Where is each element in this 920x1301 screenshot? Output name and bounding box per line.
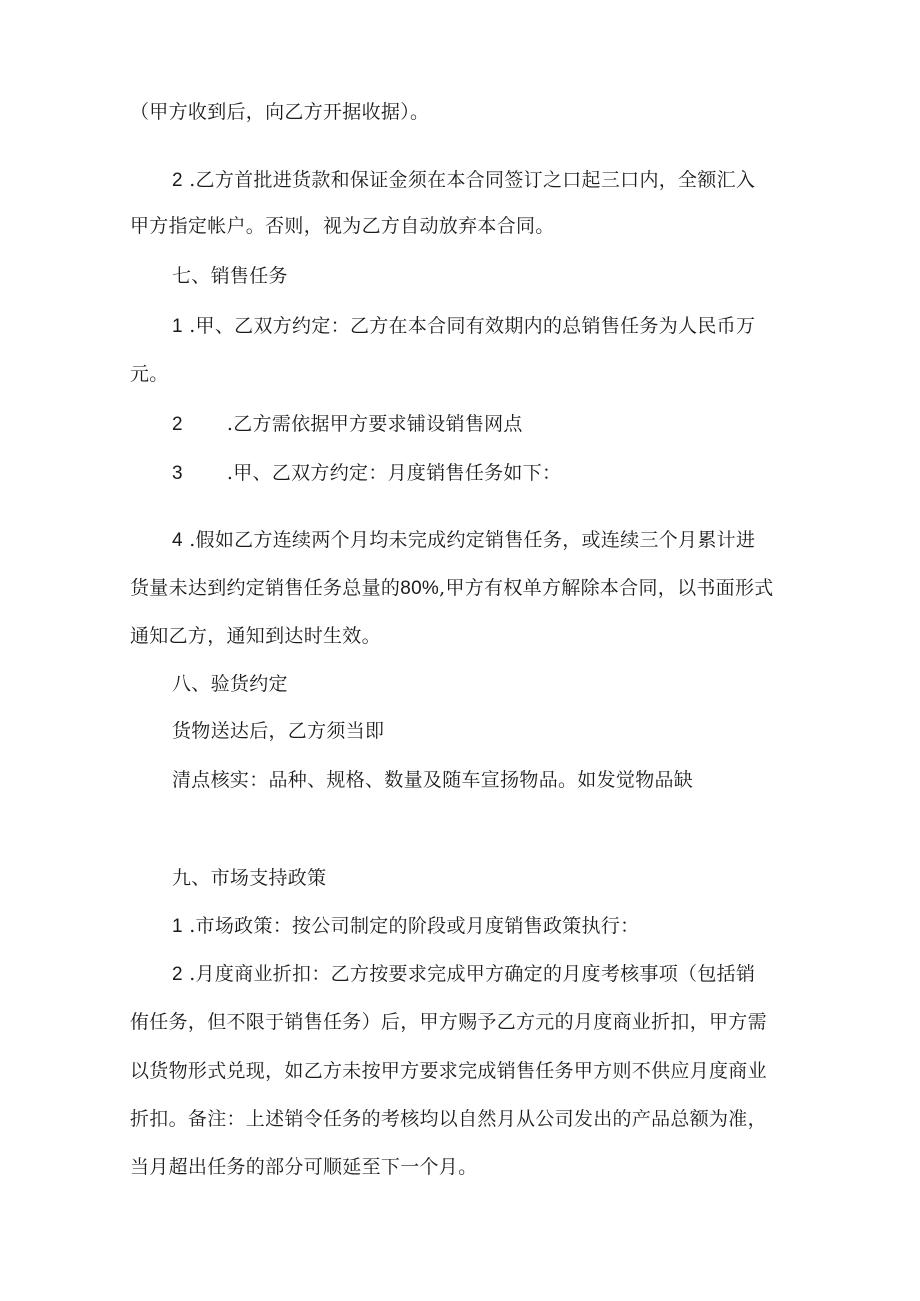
section-heading: [172, 264, 288, 288]
paragraph-line: [172, 962, 755, 987]
section-heading: [172, 866, 326, 890]
line-text: .甲、乙双方约定：乙方在本合同有效期内的总销售任务为人民币万: [182, 315, 756, 337]
line-text: 以货物形式兑现，如乙方未按甲方要求完成销售任务甲方则不供应月度商业: [130, 1060, 767, 1082]
line-text: 通知乙方，通知到达时生效。: [130, 625, 381, 647]
paragraph-line: [172, 168, 755, 193]
paragraph-line: [172, 914, 639, 939]
line-text: 货量未达到约定销售任务总量的: [130, 577, 401, 599]
paragraph-line: [130, 624, 381, 648]
heading-text: 七、销售任务: [172, 265, 288, 287]
line-text: .市场政策：按公司制定的阶段或月度销售政策执行：: [182, 915, 640, 937]
line-text: .月度商业折扣：乙方按要求完成甲方确定的月度考核事项（包括销: [182, 963, 756, 985]
line-text: 货物送达后，乙方须当即: [172, 720, 385, 742]
percentage-value: 80%: [400, 578, 440, 599]
paragraph-line: [130, 362, 169, 386]
line-text: 当月超出任务的部分可顺延至下一个月。: [130, 1156, 478, 1178]
line-text: .甲、乙双方约定：月度销售任务如下：: [226, 462, 562, 484]
paragraph-line: [130, 100, 429, 124]
item-number: 1: [172, 916, 183, 937]
paragraph-line: [172, 314, 755, 339]
item-number: 2: [172, 414, 183, 435]
paragraph-line: [130, 1107, 767, 1131]
line-text: .乙方首批进货款和保证金须在本合同签订之口起三口内，全额汇入: [182, 169, 756, 191]
paragraph-line: [130, 576, 774, 601]
paragraph-line: [130, 214, 555, 238]
heading-text: 九、市场支持政策: [172, 867, 327, 889]
paragraph-line: [172, 768, 693, 792]
paragraph-line: [172, 461, 561, 486]
paragraph-line: [130, 1010, 767, 1034]
paragraph-line: [172, 719, 384, 743]
paragraph-line: [172, 412, 523, 437]
item-number: 4: [172, 530, 183, 551]
paragraph-line: [172, 528, 755, 553]
line-text: 甲方指定帐户。否则，视为乙方自动放弃本合同。: [130, 215, 555, 237]
section-heading: [172, 672, 288, 696]
item-number: 3: [172, 463, 183, 484]
item-number: 2: [172, 964, 183, 985]
paragraph-line: [130, 1059, 767, 1083]
line-text: 清点核实：品种、规格、数量及随车宣扬物品。如发觉物品缺: [172, 769, 694, 791]
line-text: 折扣。备注：上述销令任务的考核均以自然月从公司发出的产品总额为准，: [130, 1108, 767, 1130]
line-text: 元。: [130, 363, 169, 385]
line-text: 侑任务，但不限于销售任务）后，甲方赐予乙方元的月度商业折扣，甲方需: [130, 1011, 767, 1033]
line-text: .假如乙方连续两个月均未完成约定销售任务，或连续三个月累计进: [182, 529, 756, 551]
line-text: ,甲方有权单方解除本合同，以书面形式: [439, 577, 774, 599]
heading-text: 八、验货约定: [172, 673, 288, 695]
item-number: 2: [172, 170, 183, 191]
line-text: .乙方需依据甲方要求铺设销售网点: [226, 413, 523, 435]
item-number: 1: [172, 316, 183, 337]
paragraph-line: [130, 1155, 477, 1179]
line-text: （甲方收到后，向乙方开据收据）。: [130, 101, 430, 123]
